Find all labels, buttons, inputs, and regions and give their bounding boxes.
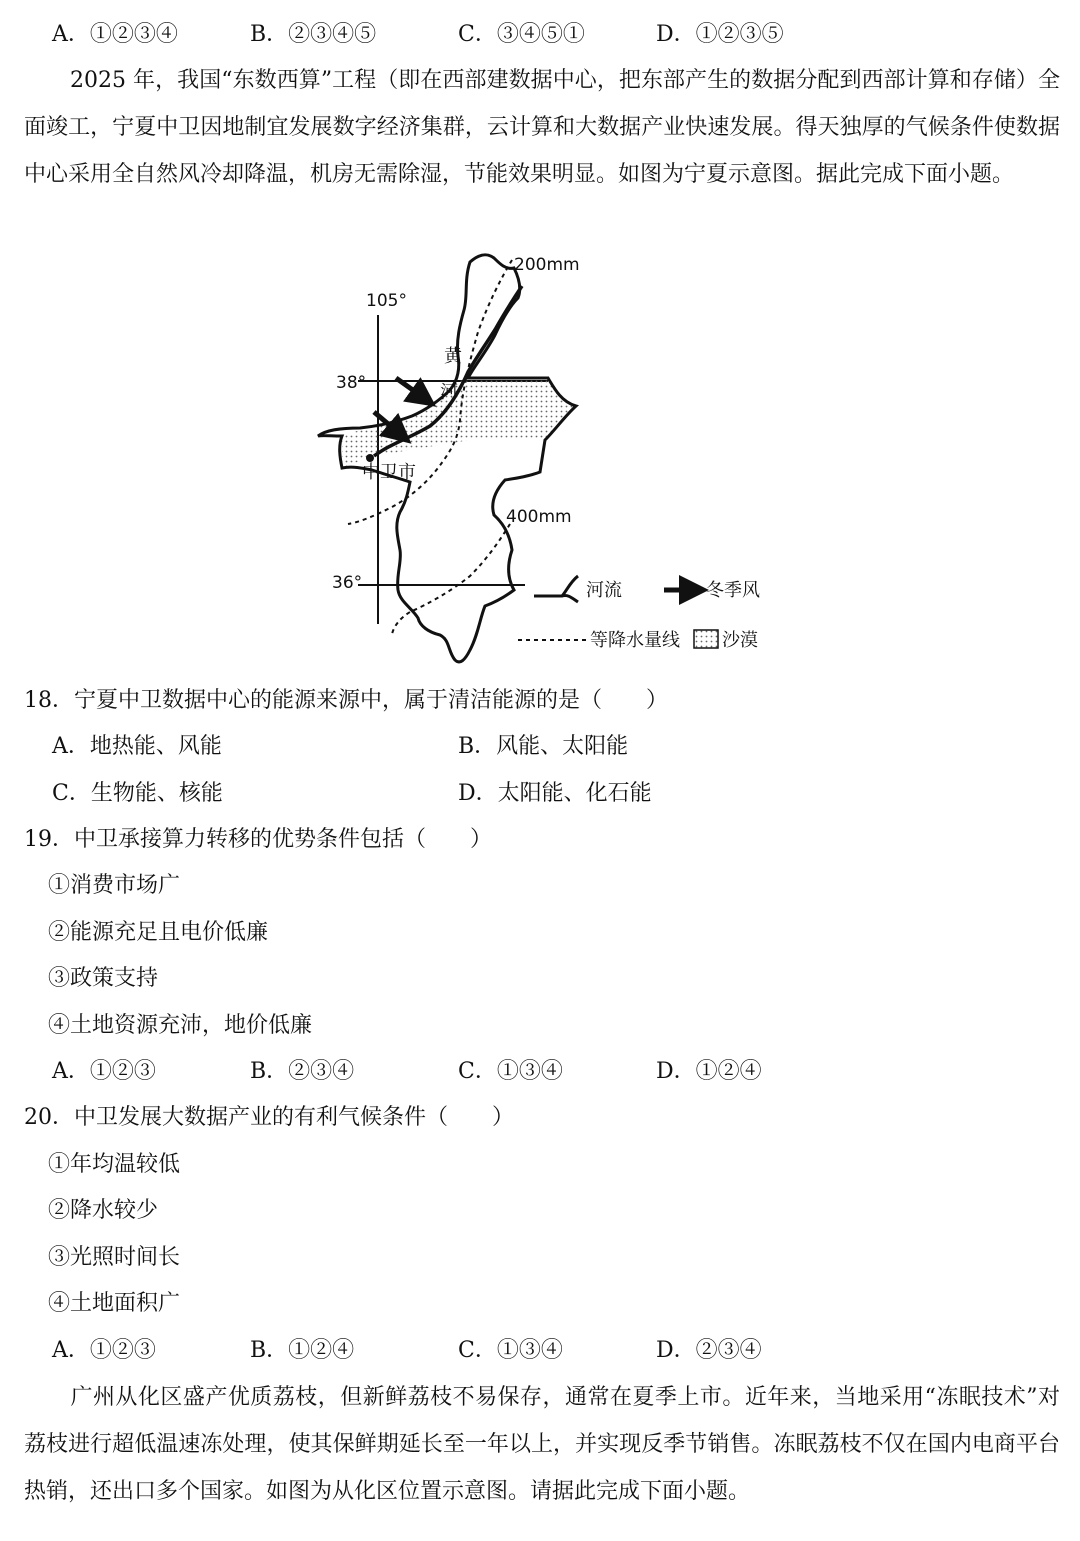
legend-river-label: 河流 bbox=[586, 580, 622, 601]
legend-wind-label: 冬季风 bbox=[706, 580, 760, 601]
q19-option-c: C．①③④ bbox=[458, 1059, 563, 1084]
q20-item-2: ②降水较少 bbox=[48, 1198, 159, 1223]
q19-item-1: ①消费市场广 bbox=[48, 873, 181, 898]
q20-item-1: ①年均温较低 bbox=[48, 1152, 181, 1177]
q20-option-c: C．①③④ bbox=[458, 1338, 563, 1363]
yellow-river-label-2: 河 bbox=[440, 382, 458, 403]
q20-item-4: ④土地面积广 bbox=[48, 1291, 181, 1316]
desert-legend-icon bbox=[694, 630, 718, 648]
q19-stem: 19．中卫承接算力转移的优势条件包括（ ） bbox=[24, 827, 492, 852]
q19-option-a: A．①②③ bbox=[52, 1059, 156, 1084]
legend-desert-label: 沙漠 bbox=[722, 630, 758, 651]
q20-stem: 20．中卫发展大数据产业的有利气候条件（ ） bbox=[24, 1105, 514, 1130]
q19-option-d: D．①②④ bbox=[656, 1059, 762, 1084]
q17-option-d: D．①②③⑤ bbox=[656, 22, 784, 47]
q18-stem: 18．宁夏中卫数据中心的能源来源中，属于清洁能源的是（ ） bbox=[24, 688, 668, 713]
q18-option-a: A．地热能、风能 bbox=[52, 734, 222, 759]
latitude-36-label: 36° bbox=[332, 573, 363, 593]
q20-item-3: ③光照时间长 bbox=[48, 1245, 181, 1270]
zhongwei-city-label: 中卫市 bbox=[362, 462, 416, 483]
ningxia-map-figure bbox=[300, 240, 800, 672]
isohyet-400mm bbox=[392, 524, 510, 634]
intro-paragraph-conghua: 广州从化区盛产优质荔枝，但新鲜荔枝不易保存，通常在夏季上市。近年来，当地采用“冻眠技术”对荔枝进行超低温速冻处理，使其保鲜期延长至一年以上，并实现反季节销售。冻眠荔枝不仅在国内电商平台热销，还出口多个国家。如图为从化区位置示意图。请据此完成下面小题。 bbox=[24, 1385, 1060, 1504]
q17-option-a: A．①②③④ bbox=[52, 22, 178, 47]
q18-option-c: C．生物能、核能 bbox=[52, 781, 223, 806]
intro-paragraph-ningxia: 2025 年，我国“东数西算”工程（即在西部建数据中心，把东部产生的数据分配到西部计算和存储）全面竣工，宁夏中卫因地制宜发展数字经济集群，云计算和大数据产业快速发展。得天独厚的气候条件使数据中心采用全自然风冷却降温，机房无需除湿，节能效果明显。如图为宁夏示意图。据此完成下面小题。 bbox=[24, 68, 1060, 187]
q17-option-b: B．②③④⑤ bbox=[250, 22, 377, 47]
q19-item-2: ②能源充足且电价低廉 bbox=[48, 920, 269, 945]
q20-option-b: B．①②④ bbox=[250, 1338, 355, 1363]
q20-option-d: D．②③④ bbox=[656, 1338, 762, 1363]
river-legend-icon bbox=[534, 576, 578, 602]
q19-item-3: ③政策支持 bbox=[48, 966, 159, 991]
legend-isohyet-label: 等降水量线 bbox=[590, 630, 680, 651]
isohyet-200mm-label: 200mm bbox=[514, 255, 580, 275]
yellow-river-label-1: 黄 bbox=[444, 346, 462, 367]
q20-option-a: A．①②③ bbox=[52, 1338, 156, 1363]
zhongwei-city-dot bbox=[366, 454, 374, 462]
q19-option-b: B．②③④ bbox=[250, 1059, 355, 1084]
longitude-105-label: 105° bbox=[366, 291, 407, 311]
q17-option-c: C．③④⑤① bbox=[458, 22, 585, 47]
q18-option-b: B．风能、太阳能 bbox=[458, 734, 629, 759]
isohyet-400mm-label: 400mm bbox=[506, 507, 572, 527]
q19-item-4: ④土地资源充沛，地价低廉 bbox=[48, 1013, 313, 1038]
q18-option-d: D．太阳能、化石能 bbox=[458, 781, 652, 806]
map-legend bbox=[518, 576, 760, 651]
latitude-38-label: 38° bbox=[336, 373, 367, 393]
